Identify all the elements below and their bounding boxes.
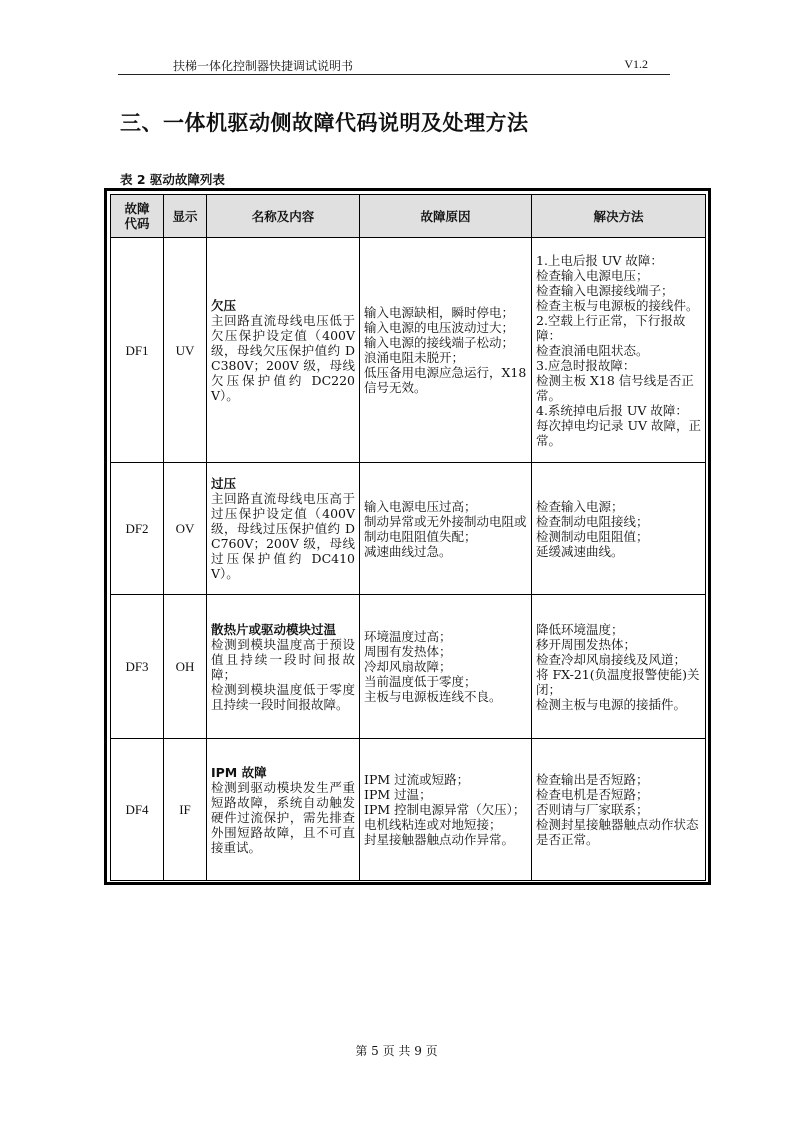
fault-name: 散热片或驱动模块过温 xyxy=(211,621,337,637)
fault-description: 主回路直流母线电压高于过压保护设定值（400V 级，母线过压保护值约 DC760V；200V 级，母线过压保护值约 DC410V）。 xyxy=(211,491,355,581)
fault-solution: 1.上电后报 UV 故障： 检查输入电源电压； 检查输入电源接线端子； 检查主板与电源板的接线件。 2.空载上行正常，下行报故障： 检查浪涌电阻状态。 3.应急时报故障： 检测主板 X18 信号线是否正常。 4.系统掉电后报 UV 故障： 每次掉电均记录 UV 故障，正常。 xyxy=(532,238,706,463)
table-row xyxy=(111,739,706,881)
fault-solution: 检查输出是否短路； 检查电机是否短路； 否则请与厂家联系； 检测封星接触器触点动作状态是否正常。 xyxy=(532,739,706,881)
fault-cause: IPM 过流或短路； IPM 过温； IPM 控制电源异常（欠压）； 电机线粘连或对地短接； 封星接触器触点动作异常。 xyxy=(360,739,532,881)
fault-cause: 输入电源电压过高； 制动异常或无外接制动电阻或制动电阻阻值失配； 减速曲线过急。 xyxy=(360,463,532,595)
table-row xyxy=(111,463,706,595)
fault-name: 欠压 xyxy=(211,297,237,313)
fault-code: DF2 xyxy=(111,463,164,595)
fault-description: 检测到驱动模块发生严重短路故障，系统自动触发硬件过流保护，需先排查外围短路故障，且不可直接重试。 xyxy=(211,779,355,855)
fault-name: IPM 故障 xyxy=(211,764,267,780)
col-header-solution: 解决方法 xyxy=(532,195,706,238)
fault-solution: 检查输入电源； 检查制动电阻接线； 检测制动电阻阻值； 延缓减速曲线。 xyxy=(532,463,706,595)
fault-cause: 输入电源缺相，瞬时停电； 输入电源的电压波动过大； 输入电源的接线端子松动； 浪涌电阻未脱开； 低压备用电源应急运行，X18 信号无效。 xyxy=(360,238,532,463)
fault-display: OV xyxy=(164,463,207,595)
document-version: V1.2 xyxy=(624,57,648,71)
fault-display: OH xyxy=(164,595,207,739)
page-header xyxy=(118,55,670,75)
fault-display: UV xyxy=(164,238,207,463)
fault-display: IF xyxy=(164,739,207,881)
table-header-row xyxy=(111,195,706,238)
fault-code: DF1 xyxy=(111,238,164,463)
page-number: 第 5 页 共 9 页 xyxy=(355,1044,438,1058)
fault-name-cell xyxy=(207,739,360,881)
fault-name-cell xyxy=(207,238,360,463)
fault-name-cell xyxy=(207,463,360,595)
fault-cause: 环境温度过高； 周围有发热体； 冷却风扇故障； 当前温度低于零度； 主板与电源板连线不良。 xyxy=(360,595,532,739)
table-row xyxy=(111,595,706,739)
table-caption: 表 2 驱动故障列表 xyxy=(120,172,225,187)
fault-description: 检测到模块温度高于预设值且持续一段时间报故障； 检测到模块温度低于零度且持续一段时间报故障。 xyxy=(211,636,355,712)
document-title: 扶梯一体化控制器快捷调试说明书 xyxy=(173,59,354,73)
table-row xyxy=(111,238,706,463)
fault-code: DF4 xyxy=(111,739,164,881)
col-header-cause: 故障原因 xyxy=(360,195,532,238)
fault-code: DF3 xyxy=(111,595,164,739)
drive-fault-table xyxy=(110,194,706,881)
section-heading: 三、一体机驱动侧故障代码说明及处理方法 xyxy=(120,111,529,135)
col-header-name: 名称及内容 xyxy=(207,195,360,238)
fault-solution: 降低环境温度； 移开周围发热体； 检查冷却风扇接线及风道； 将 FX-21(负温度报警使能)关闭； 检测主板与电源的接插件。 xyxy=(532,595,706,739)
fault-table-frame xyxy=(104,188,711,885)
col-header-code: 故障 代码 xyxy=(111,195,164,238)
header-divider xyxy=(118,74,670,75)
fault-description: 主回路直流母线电压低于欠压保护设定值（400V 级，母线欠压保护值约 DC380V；200V 级，母线欠压保护值约 DC220V）。 xyxy=(211,312,355,403)
fault-name: 过压 xyxy=(211,476,237,491)
fault-name-cell xyxy=(207,595,360,739)
col-header-display: 显示 xyxy=(164,195,207,238)
